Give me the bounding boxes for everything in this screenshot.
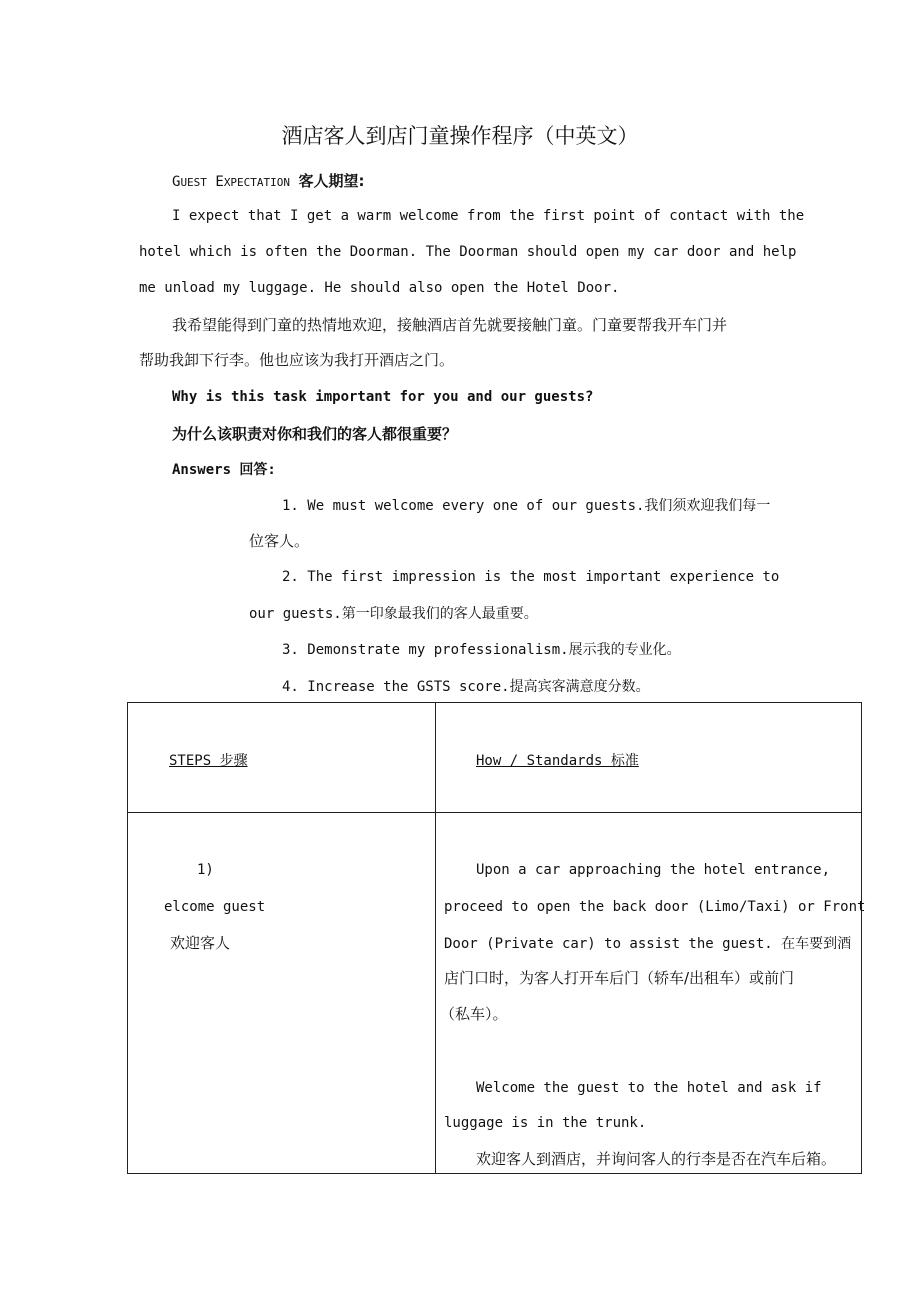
expectation-cn-line-1: 我希望能得到门童的热情地欢迎，接触酒店首先就要接触门童。门童要帮我开车门并 — [172, 316, 728, 334]
answer-1-line-2: 位客人。 — [249, 532, 310, 550]
header-standards: How / Standards 标准 — [476, 753, 639, 769]
heading-rest-uest: UEST — [180, 176, 207, 189]
question-en: Why is this task important for you and our guests? — [172, 389, 594, 405]
answer-3: 3. Demonstrate my professionalism.展示我的专业化。 — [282, 642, 681, 658]
step-number: 1) — [197, 862, 214, 878]
heading-letter-e: E — [215, 174, 224, 190]
header-steps: STEPS 步骤 — [169, 753, 248, 769]
expectation-cn-line-2: 帮助我卸下行李。他也应该为我打开酒店之门。 — [139, 351, 455, 369]
standard-line-8: 欢迎客人到酒店，并询问客人的行李是否在汽车后箱。 — [476, 1150, 837, 1168]
answer-2-line-1: 2. The first impression is the most important experience to — [282, 569, 780, 585]
standard-line-7: luggage is in the trunk. — [444, 1115, 647, 1131]
answers-label: Answers 回答: — [172, 462, 276, 478]
standard-line-1: Upon a car approaching the hotel entrance, — [476, 862, 831, 878]
heading-letter-g: G — [172, 174, 181, 190]
answer-1-line-1: 1. We must welcome every one of our guests.我们须欢迎我们每一 — [282, 498, 771, 514]
standard-line-2: proceed to open the back door (Limo/Taxi) or Front — [444, 899, 866, 915]
table-column-divider — [435, 703, 436, 1173]
expectation-en-line-2: hotel which is often the Doorman. The Doorman should open my car door and help — [139, 244, 797, 260]
heading-rest-xpectation: XPECTATION — [223, 176, 291, 189]
expectation-en-line-3: me unload my luggage. He should also open the Hotel Door. — [139, 280, 620, 296]
heading-cn: 客人期望: — [298, 172, 365, 190]
standard-line-5: （私车）。 — [440, 1005, 508, 1023]
expectation-en-line-1: I expect that I get a warm welcome from the first point of contact with the — [172, 208, 805, 224]
standard-line-4: 店门口时，为客人打开车后门（轿车/出租车）或前门 — [444, 969, 795, 987]
step-name-cn: 欢迎客人 — [170, 934, 231, 952]
step-name-en: elcome guest — [164, 899, 266, 915]
standard-line-3: Door (Private car) to assist the guest. 在车要到酒 — [444, 936, 852, 952]
page-title: 酒店客人到店门童操作程序（中英文） — [281, 124, 639, 148]
question-cn: 为什么该职责对你和我们的客人都很重要？ — [172, 425, 458, 443]
standard-line-6: Welcome the guest to the hotel and ask if — [476, 1080, 822, 1096]
table-header-divider — [128, 812, 861, 813]
guest-expectation-heading — [172, 170, 364, 191]
steps-table — [127, 702, 866, 1174]
answer-4: 4. Increase the GSTS score.提高宾客满意度分数。 — [282, 679, 650, 695]
answer-2-line-2: our guests.第一印象最我们的客人最重要。 — [249, 606, 538, 622]
